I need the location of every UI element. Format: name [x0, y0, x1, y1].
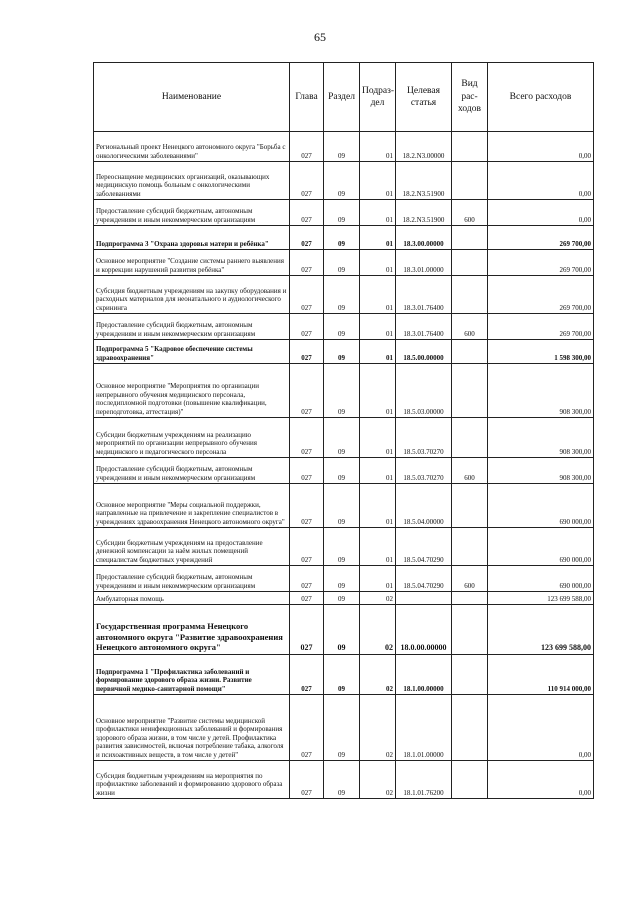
row-chapter: 027: [290, 484, 324, 528]
row-section: 09: [324, 132, 360, 162]
row-subsection: 01: [360, 364, 396, 418]
row-target: 18.5.00.00000: [396, 340, 452, 364]
row-target: 18.3.01.00000: [396, 250, 452, 276]
row-expense-type: 600: [452, 566, 488, 592]
row-section: 09: [324, 655, 360, 695]
row-chapter: 027: [290, 314, 324, 340]
table-row: [94, 592, 594, 605]
row-chapter: 027: [290, 605, 324, 655]
row-chapter: 027: [290, 226, 324, 250]
row-expense-type: 600: [452, 314, 488, 340]
row-target: 18.5.04.70290: [396, 528, 452, 566]
table-row: [94, 458, 594, 484]
row-total: 269 700,00: [488, 314, 594, 340]
row-section: 09: [324, 162, 360, 200]
row-target: 18.1.01.76200: [396, 761, 452, 799]
row-expense-type: [452, 340, 488, 364]
table-row: [94, 364, 594, 418]
row-section: 09: [324, 761, 360, 799]
row-name: Амбулаторная помощь: [94, 592, 290, 605]
row-chapter: 027: [290, 592, 324, 605]
table-row: [94, 566, 594, 592]
row-subsection: 02: [360, 761, 396, 799]
row-total: 690 000,00: [488, 528, 594, 566]
row-name: Основное мероприятие "Меры социальной поддержки, направленные на привлечение и закрепление специалистов в учреждениях здравоохранения Ненецкого автономного округа": [94, 484, 290, 528]
row-name: Подпрограмма 1 "Профилактика заболеваний и формирование здорового образа жизни. Развитие первичной медико-санитарной помощи": [94, 655, 290, 695]
row-subsection: 01: [360, 418, 396, 458]
row-total: 0,00: [488, 761, 594, 799]
row-expense-type: [452, 761, 488, 799]
row-name: Предоставление субсидий бюджетным, автономным учреждениям и иным некоммерческим организациям: [94, 566, 290, 592]
row-target: 18.3.01.76400: [396, 276, 452, 314]
row-section: 09: [324, 458, 360, 484]
row-target: 18.5.03.00000: [396, 364, 452, 418]
row-target: 18.3.01.76400: [396, 314, 452, 340]
row-chapter: 027: [290, 132, 324, 162]
table-header-row: [94, 63, 594, 132]
row-chapter: 027: [290, 250, 324, 276]
row-total: 123 699 588,00: [488, 605, 594, 655]
row-chapter: 027: [290, 200, 324, 226]
row-subsection: 01: [360, 250, 396, 276]
row-chapter: 027: [290, 566, 324, 592]
row-name: Подпрограмма 5 "Кадровое обеспечение системы здравоохранения": [94, 340, 290, 364]
row-target: 18.2.N3.51900: [396, 200, 452, 226]
row-name: Субсидии бюджетным учреждениям на предоставление денежной компенсации за наём жилых помещений специалистам бюджетных учреждений: [94, 528, 290, 566]
row-expense-type: [452, 226, 488, 250]
row-expense-type: [452, 418, 488, 458]
row-subsection: 02: [360, 655, 396, 695]
row-target: 18.1.00.00000: [396, 655, 452, 695]
table-row: [94, 655, 594, 695]
row-section: 09: [324, 276, 360, 314]
header-section: Раздел: [324, 63, 360, 132]
row-chapter: 027: [290, 162, 324, 200]
row-chapter: 027: [290, 340, 324, 364]
header-expense-type: Вид рас-ходов: [452, 63, 488, 132]
row-name: Предоставление субсидий бюджетным, автономным учреждениям и иным некоммерческим организациям: [94, 200, 290, 226]
row-subsection: 01: [360, 566, 396, 592]
row-total: 269 700,00: [488, 276, 594, 314]
row-expense-type: [452, 132, 488, 162]
header-target: Целевая статья: [396, 63, 452, 132]
row-expense-type: [452, 484, 488, 528]
row-target: 18.5.04.70290: [396, 566, 452, 592]
row-target: 18.3.00.00000: [396, 226, 452, 250]
row-subsection: 01: [360, 484, 396, 528]
row-name: Региональный проект Ненецкого автономного округа "Борьба с онкологическими заболеваниями": [94, 132, 290, 162]
row-total: 908 300,00: [488, 418, 594, 458]
row-total: 269 700,00: [488, 250, 594, 276]
row-total: 0,00: [488, 200, 594, 226]
row-expense-type: 600: [452, 458, 488, 484]
header-total: Всего расходов: [488, 63, 594, 132]
row-chapter: 027: [290, 528, 324, 566]
table-row: [94, 276, 594, 314]
row-subsection: 01: [360, 340, 396, 364]
row-name: Субсидия бюджетным учреждениям на мероприятия по профилактике заболеваний и формированию здорового образа жизни: [94, 761, 290, 799]
row-chapter: 027: [290, 458, 324, 484]
row-target: 18.5.03.70270: [396, 418, 452, 458]
table-row: [94, 340, 594, 364]
budget-table: [93, 62, 594, 799]
row-total: 1 598 300,00: [488, 340, 594, 364]
row-name: Подпрограмма 3 "Охрана здоровья матери и ребёнка": [94, 226, 290, 250]
row-target: 18.5.03.70270: [396, 458, 452, 484]
row-target: 18.0.00.00000: [396, 605, 452, 655]
row-name: Государственная программа Ненецкого автономного округа "Развитие здравоохранения Ненецкого автономного округа": [94, 605, 290, 655]
row-section: 09: [324, 226, 360, 250]
row-subsection: 01: [360, 132, 396, 162]
table-row: [94, 314, 594, 340]
table-row: [94, 132, 594, 162]
row-subsection: 01: [360, 226, 396, 250]
row-total: 908 300,00: [488, 458, 594, 484]
row-subsection: 02: [360, 695, 396, 761]
row-subsection: 01: [360, 162, 396, 200]
row-total: 690 000,00: [488, 484, 594, 528]
table-row: [94, 528, 594, 566]
row-section: 09: [324, 566, 360, 592]
row-total: 690 000,00: [488, 566, 594, 592]
row-section: 09: [324, 364, 360, 418]
row-expense-type: 600: [452, 200, 488, 226]
table-row: [94, 250, 594, 276]
row-subsection: 01: [360, 200, 396, 226]
row-expense-type: [452, 162, 488, 200]
row-chapter: 027: [290, 276, 324, 314]
row-target: 18.2.N3.00000: [396, 132, 452, 162]
row-name: Субсидии бюджетным учреждениям на реализацию мероприятий по организации непрерывного обучения медицинского и педагогического персонала: [94, 418, 290, 458]
table-row: [94, 162, 594, 200]
row-total: 0,00: [488, 132, 594, 162]
row-subsection: 01: [360, 528, 396, 566]
row-expense-type: [452, 250, 488, 276]
row-name: Предоставление субсидий бюджетным, автономным учреждениям и иным некоммерческим организациям: [94, 458, 290, 484]
table-row: [94, 761, 594, 799]
row-section: 09: [324, 592, 360, 605]
row-expense-type: [452, 695, 488, 761]
row-section: 09: [324, 200, 360, 226]
page-number: 65: [314, 30, 326, 44]
row-section: 09: [324, 314, 360, 340]
row-name: Основное мероприятие "Развитие системы медицинской профилактики неинфекционных заболеваний и формирования здорового образа жизни, в том числе у детей. Профилактика развития зависимостей, включая потребление табака, алкоголя и психоактивных веществ, в том числе у детей": [94, 695, 290, 761]
row-chapter: 027: [290, 695, 324, 761]
row-target: 18.5.04.00000: [396, 484, 452, 528]
row-section: 09: [324, 695, 360, 761]
row-total: 0,00: [488, 162, 594, 200]
row-chapter: 027: [290, 761, 324, 799]
row-total: 0,00: [488, 695, 594, 761]
table-row: [94, 200, 594, 226]
row-total: 123 699 588,00: [488, 592, 594, 605]
row-subsection: 01: [360, 276, 396, 314]
row-total: 908 300,00: [488, 364, 594, 418]
table-row: [94, 418, 594, 458]
row-chapter: 027: [290, 364, 324, 418]
row-name: Основное мероприятие "Мероприятия по организации непрерывного обучения медицинского персонала, последипломной подготовки (повышение квалификации, переподготовка, аттестация)": [94, 364, 290, 418]
row-total: 269 700,00: [488, 226, 594, 250]
row-name: Субсидия бюджетным учреждениям на закупку оборудования и расходных материалов для неонатального и аудиологического скрининга: [94, 276, 290, 314]
header-name: Наименование: [94, 63, 290, 132]
row-expense-type: [452, 605, 488, 655]
row-expense-type: [452, 528, 488, 566]
row-section: 09: [324, 528, 360, 566]
row-total: 110 914 000,00: [488, 655, 594, 695]
table-row: [94, 605, 594, 655]
row-expense-type: [452, 276, 488, 314]
row-expense-type: [452, 364, 488, 418]
table-row: [94, 484, 594, 528]
row-subsection: 02: [360, 592, 396, 605]
row-target: [396, 592, 452, 605]
row-expense-type: [452, 655, 488, 695]
row-subsection: 01: [360, 458, 396, 484]
row-name: Предоставление субсидий бюджетным, автономным учреждениям и иным некоммерческим организациям: [94, 314, 290, 340]
header-subsection: Подраз-дел: [360, 63, 396, 132]
row-name: Переоснащение медицинских организаций, оказывающих медицинскую помощь больным с онкологическими заболеваниями: [94, 162, 290, 200]
row-subsection: 02: [360, 605, 396, 655]
row-section: 09: [324, 340, 360, 364]
row-target: 18.2.N3.51900: [396, 162, 452, 200]
row-section: 09: [324, 418, 360, 458]
row-expense-type: [452, 592, 488, 605]
row-chapter: 027: [290, 655, 324, 695]
header-chapter: Глава: [290, 63, 324, 132]
row-section: 09: [324, 484, 360, 528]
row-section: 09: [324, 605, 360, 655]
row-name: Основное мероприятие "Создание системы раннего выявления и коррекции нарушений развития ребёнка": [94, 250, 290, 276]
table-row: [94, 695, 594, 761]
row-section: 09: [324, 250, 360, 276]
table-row: [94, 226, 594, 250]
row-subsection: 01: [360, 314, 396, 340]
row-chapter: 027: [290, 418, 324, 458]
row-target: 18.1.01.00000: [396, 695, 452, 761]
